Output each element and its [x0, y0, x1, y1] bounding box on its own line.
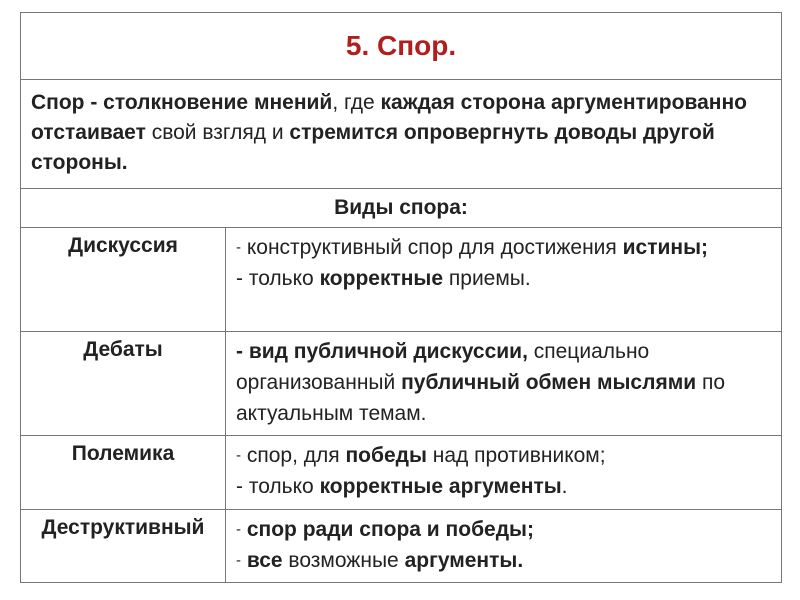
table-row-discussion	[21, 228, 781, 332]
desc-text: возможные	[282, 549, 405, 572]
desc-text: .	[561, 475, 568, 498]
table-row-polemics	[21, 436, 781, 510]
desc-text: приемы.	[443, 267, 531, 290]
desc-text: публичный обмен мыслями	[401, 371, 697, 394]
desc-text: - только	[236, 267, 320, 290]
desc-text: аргументы.	[404, 549, 524, 572]
desc-text: по актуальным темам.	[236, 371, 726, 425]
row-description	[226, 228, 781, 331]
dispute-table	[20, 12, 782, 583]
row-label: Деструктивный	[21, 510, 226, 582]
row-label: Полемика	[21, 436, 226, 509]
table-row-debates	[21, 332, 781, 436]
table-row-destructive	[21, 510, 781, 582]
desc-text: над противником;	[426, 444, 606, 467]
row-description	[226, 332, 781, 435]
row-description	[226, 436, 781, 509]
desc-text: корректные аргументы	[319, 475, 562, 498]
desc-text: конструктивный спор для достижения	[246, 236, 623, 259]
title-row	[21, 13, 781, 80]
dash-marker: -	[236, 239, 241, 256]
definition-text-4: свой взгляд и	[145, 121, 290, 144]
desc-text: спор, для	[246, 444, 346, 467]
row-label: Дискуссия	[21, 228, 226, 331]
desc-text: корректные	[319, 267, 444, 290]
dash-marker: -	[236, 552, 241, 569]
desc-text: - только	[236, 475, 320, 498]
dash-marker: -	[236, 447, 241, 464]
definition-text-2: , где	[332, 91, 381, 114]
types-header: Виды спора:	[21, 189, 781, 228]
page-title: 5. Спор.	[345, 30, 457, 61]
desc-text: - вид публичной дискуссии,	[236, 340, 528, 363]
desc-text: спор ради спора и победы;	[246, 518, 534, 541]
definition-row	[21, 80, 781, 189]
definition-text-3: каждая сторона аргументированно отстаивает	[31, 91, 747, 144]
row-label: Дебаты	[21, 332, 226, 435]
desc-text: истины;	[622, 236, 709, 259]
definition-text-1: Спор - столкновение мнений	[31, 91, 333, 114]
definition-text-5: стремится опровергнуть доводы другой стороны.	[31, 121, 715, 174]
dash-marker: -	[236, 521, 241, 538]
desc-text: победы	[345, 444, 427, 467]
desc-text: все	[246, 549, 283, 572]
desc-text: специально организованный	[236, 340, 650, 394]
row-description	[226, 510, 781, 582]
